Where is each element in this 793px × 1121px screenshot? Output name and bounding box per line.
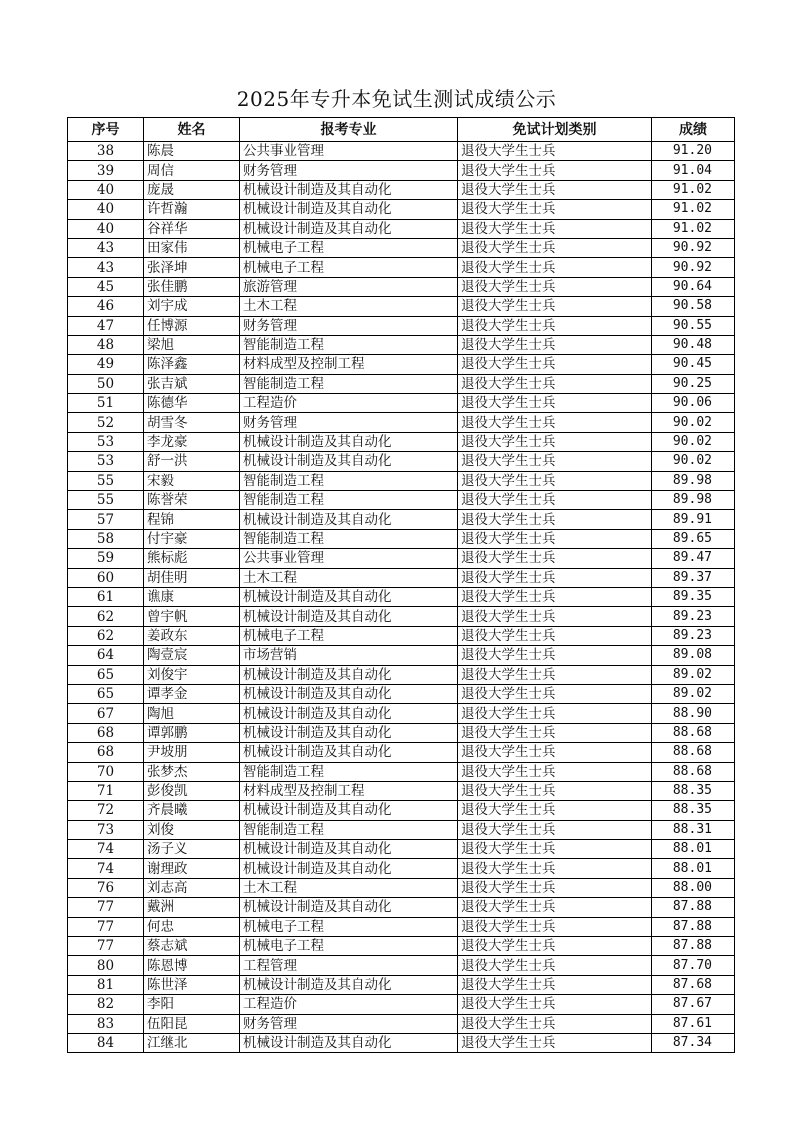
cell-score: 91.02 xyxy=(652,219,735,238)
cell-name: 彭俊凯 xyxy=(144,781,240,800)
table-row xyxy=(68,1033,735,1052)
cell-major: 土木工程 xyxy=(240,568,458,587)
cell-score: 89.08 xyxy=(652,646,735,665)
cell-type: 退役大学生士兵 xyxy=(458,781,652,800)
cell-score: 88.31 xyxy=(652,820,735,839)
cell-type: 退役大学生士兵 xyxy=(458,704,652,723)
cell-name: 许哲瀚 xyxy=(144,200,240,219)
cell-type: 退役大学生士兵 xyxy=(458,878,652,897)
cell-major: 智能制造工程 xyxy=(240,762,458,781)
cell-no: 62 xyxy=(68,607,144,626)
cell-no: 51 xyxy=(68,394,144,413)
cell-no: 58 xyxy=(68,529,144,548)
cell-score: 88.90 xyxy=(652,704,735,723)
cell-major: 土木工程 xyxy=(240,297,458,316)
cell-type: 退役大学生士兵 xyxy=(458,1014,652,1033)
cell-type: 退役大学生士兵 xyxy=(458,646,652,665)
cell-type: 退役大学生士兵 xyxy=(458,801,652,820)
cell-name: 刘志高 xyxy=(144,878,240,897)
table-row xyxy=(68,665,735,684)
cell-type: 退役大学生士兵 xyxy=(458,180,652,199)
cell-type: 退役大学生士兵 xyxy=(458,762,652,781)
cell-major: 机械设计制造及其自动化 xyxy=(240,743,458,762)
cell-no: 68 xyxy=(68,743,144,762)
cell-type: 退役大学生士兵 xyxy=(458,491,652,510)
cell-score: 90.48 xyxy=(652,335,735,354)
cell-score: 88.35 xyxy=(652,781,735,800)
cell-name: 齐晨曦 xyxy=(144,801,240,820)
table-row xyxy=(68,510,735,529)
table-row xyxy=(68,238,735,257)
cell-score: 90.06 xyxy=(652,394,735,413)
header-type: 免试计划类别 xyxy=(458,118,652,142)
cell-score: 91.20 xyxy=(652,142,735,161)
cell-name: 胡佳明 xyxy=(144,568,240,587)
cell-no: 81 xyxy=(68,975,144,994)
cell-no: 65 xyxy=(68,684,144,703)
cell-name: 付宇豪 xyxy=(144,529,240,548)
cell-no: 71 xyxy=(68,781,144,800)
header-name: 姓名 xyxy=(144,118,240,142)
cell-score: 89.23 xyxy=(652,607,735,626)
table-row xyxy=(68,374,735,393)
cell-no: 82 xyxy=(68,995,144,1014)
table-row xyxy=(68,917,735,936)
table-row xyxy=(68,626,735,645)
cell-name: 汤子义 xyxy=(144,840,240,859)
cell-name: 宋毅 xyxy=(144,471,240,490)
table-row xyxy=(68,471,735,490)
cell-major: 市场营销 xyxy=(240,646,458,665)
table-header xyxy=(68,118,735,142)
cell-major: 财务管理 xyxy=(240,413,458,432)
cell-type: 退役大学生士兵 xyxy=(458,937,652,956)
cell-no: 57 xyxy=(68,510,144,529)
cell-major: 机械设计制造及其自动化 xyxy=(240,200,458,219)
cell-major: 机械设计制造及其自动化 xyxy=(240,704,458,723)
cell-major: 机械设计制造及其自动化 xyxy=(240,898,458,917)
cell-type: 退役大学生士兵 xyxy=(458,607,652,626)
cell-name: 谭孝金 xyxy=(144,684,240,703)
cell-major: 机械电子工程 xyxy=(240,626,458,645)
cell-score: 87.88 xyxy=(652,898,735,917)
cell-score: 88.01 xyxy=(652,859,735,878)
cell-major: 机械设计制造及其自动化 xyxy=(240,432,458,451)
cell-score: 89.98 xyxy=(652,471,735,490)
cell-major: 机械设计制造及其自动化 xyxy=(240,684,458,703)
table-row xyxy=(68,801,735,820)
cell-major: 机械设计制造及其自动化 xyxy=(240,665,458,684)
header-row xyxy=(68,118,735,142)
page-title: 2025年专升本免试生测试成绩公示 xyxy=(236,87,557,111)
cell-major: 公共事业管理 xyxy=(240,142,458,161)
cell-major: 机械设计制造及其自动化 xyxy=(240,1033,458,1052)
cell-name: 张梦杰 xyxy=(144,762,240,781)
cell-no: 83 xyxy=(68,1014,144,1033)
table-row xyxy=(68,762,735,781)
cell-score: 89.47 xyxy=(652,549,735,568)
table-row xyxy=(68,781,735,800)
table-row xyxy=(68,316,735,335)
cell-name: 周信 xyxy=(144,161,240,180)
cell-type: 退役大学生士兵 xyxy=(458,956,652,975)
cell-score: 88.01 xyxy=(652,840,735,859)
cell-no: 60 xyxy=(68,568,144,587)
cell-score: 89.65 xyxy=(652,529,735,548)
cell-score: 91.04 xyxy=(652,161,735,180)
table-row xyxy=(68,297,735,316)
cell-name: 刘俊宇 xyxy=(144,665,240,684)
cell-major: 财务管理 xyxy=(240,161,458,180)
cell-name: 陈德华 xyxy=(144,394,240,413)
cell-score: 90.92 xyxy=(652,258,735,277)
cell-no: 47 xyxy=(68,316,144,335)
cell-no: 76 xyxy=(68,878,144,897)
cell-name: 胡雪冬 xyxy=(144,413,240,432)
cell-score: 90.02 xyxy=(652,413,735,432)
cell-score: 91.02 xyxy=(652,180,735,199)
cell-no: 68 xyxy=(68,723,144,742)
cell-major: 财务管理 xyxy=(240,316,458,335)
cell-name: 庞晟 xyxy=(144,180,240,199)
cell-score: 88.00 xyxy=(652,878,735,897)
cell-type: 退役大学生士兵 xyxy=(458,684,652,703)
cell-name: 陈誉荣 xyxy=(144,491,240,510)
cell-name: 姜政东 xyxy=(144,626,240,645)
table-row xyxy=(68,898,735,917)
cell-no: 84 xyxy=(68,1033,144,1052)
cell-name: 蔡志斌 xyxy=(144,937,240,956)
cell-no: 48 xyxy=(68,335,144,354)
cell-type: 退役大学生士兵 xyxy=(458,975,652,994)
cell-score: 89.23 xyxy=(652,626,735,645)
cell-name: 熊标彪 xyxy=(144,549,240,568)
cell-score: 89.35 xyxy=(652,587,735,606)
cell-major: 智能制造工程 xyxy=(240,335,458,354)
cell-no: 39 xyxy=(68,161,144,180)
cell-no: 40 xyxy=(68,180,144,199)
cell-score: 91.02 xyxy=(652,200,735,219)
cell-no: 53 xyxy=(68,452,144,471)
cell-score: 87.67 xyxy=(652,995,735,1014)
cell-type: 退役大学生士兵 xyxy=(458,258,652,277)
cell-type: 退役大学生士兵 xyxy=(458,549,652,568)
cell-score: 89.02 xyxy=(652,684,735,703)
cell-name: 谭郭鹏 xyxy=(144,723,240,742)
cell-type: 退役大学生士兵 xyxy=(458,898,652,917)
cell-score: 88.68 xyxy=(652,743,735,762)
cell-type: 退役大学生士兵 xyxy=(458,374,652,393)
cell-no: 50 xyxy=(68,374,144,393)
cell-name: 张吉斌 xyxy=(144,374,240,393)
table-body xyxy=(68,142,735,1053)
cell-no: 40 xyxy=(68,200,144,219)
table-row xyxy=(68,568,735,587)
table-row xyxy=(68,956,735,975)
cell-major: 土木工程 xyxy=(240,878,458,897)
cell-major: 机械设计制造及其自动化 xyxy=(240,587,458,606)
cell-score: 90.02 xyxy=(652,452,735,471)
table-row xyxy=(68,529,735,548)
cell-no: 45 xyxy=(68,277,144,296)
cell-no: 67 xyxy=(68,704,144,723)
cell-major: 旅游管理 xyxy=(240,277,458,296)
cell-type: 退役大学生士兵 xyxy=(458,142,652,161)
cell-name: 陈世泽 xyxy=(144,975,240,994)
cell-name: 张泽坤 xyxy=(144,258,240,277)
table-row xyxy=(68,820,735,839)
cell-major: 机械电子工程 xyxy=(240,937,458,956)
cell-major: 机械设计制造及其自动化 xyxy=(240,607,458,626)
table-row xyxy=(68,587,735,606)
table-row xyxy=(68,355,735,374)
table-row xyxy=(68,878,735,897)
cell-no: 77 xyxy=(68,898,144,917)
cell-major: 工程造价 xyxy=(240,394,458,413)
cell-name: 陈恩博 xyxy=(144,956,240,975)
cell-score: 90.02 xyxy=(652,432,735,451)
cell-name: 陈晨 xyxy=(144,142,240,161)
cell-name: 任博源 xyxy=(144,316,240,335)
cell-major: 机械电子工程 xyxy=(240,238,458,257)
table-row xyxy=(68,452,735,471)
cell-score: 88.68 xyxy=(652,762,735,781)
cell-no: 64 xyxy=(68,646,144,665)
cell-type: 退役大学生士兵 xyxy=(458,394,652,413)
cell-major: 机械电子工程 xyxy=(240,258,458,277)
cell-major: 机械设计制造及其自动化 xyxy=(240,723,458,742)
table-row xyxy=(68,142,735,161)
header-major: 报考专业 xyxy=(240,118,458,142)
cell-name: 谷祥华 xyxy=(144,219,240,238)
table-row xyxy=(68,1014,735,1033)
cell-type: 退役大学生士兵 xyxy=(458,1033,652,1052)
cell-type: 退役大学生士兵 xyxy=(458,587,652,606)
table-row xyxy=(68,219,735,238)
cell-no: 73 xyxy=(68,820,144,839)
cell-name: 梁旭 xyxy=(144,335,240,354)
cell-type: 退役大学生士兵 xyxy=(458,626,652,645)
cell-no: 74 xyxy=(68,859,144,878)
table-row xyxy=(68,859,735,878)
cell-name: 何忠 xyxy=(144,917,240,936)
table-row xyxy=(68,335,735,354)
cell-name: 曾宇帆 xyxy=(144,607,240,626)
cell-no: 52 xyxy=(68,413,144,432)
table-row xyxy=(68,646,735,665)
table-row xyxy=(68,723,735,742)
table-row xyxy=(68,840,735,859)
cell-type: 退役大学生士兵 xyxy=(458,316,652,335)
cell-score: 87.88 xyxy=(652,917,735,936)
cell-type: 退役大学生士兵 xyxy=(458,335,652,354)
cell-no: 43 xyxy=(68,258,144,277)
table-row xyxy=(68,200,735,219)
cell-type: 退役大学生士兵 xyxy=(458,471,652,490)
cell-no: 59 xyxy=(68,549,144,568)
table-row xyxy=(68,995,735,1014)
table-row xyxy=(68,704,735,723)
cell-major: 智能制造工程 xyxy=(240,491,458,510)
cell-score: 90.45 xyxy=(652,355,735,374)
cell-score: 87.70 xyxy=(652,956,735,975)
cell-major: 智能制造工程 xyxy=(240,374,458,393)
cell-major: 机械设计制造及其自动化 xyxy=(240,219,458,238)
header-no: 序号 xyxy=(68,118,144,142)
cell-major: 机械设计制造及其自动化 xyxy=(240,840,458,859)
cell-type: 退役大学生士兵 xyxy=(458,510,652,529)
cell-no: 40 xyxy=(68,219,144,238)
cell-major: 机械电子工程 xyxy=(240,917,458,936)
cell-type: 退役大学生士兵 xyxy=(458,432,652,451)
cell-major: 机械设计制造及其自动化 xyxy=(240,975,458,994)
cell-type: 退役大学生士兵 xyxy=(458,277,652,296)
cell-major: 智能制造工程 xyxy=(240,529,458,548)
header-score: 成绩 xyxy=(652,118,735,142)
cell-no: 77 xyxy=(68,917,144,936)
cell-major: 机械设计制造及其自动化 xyxy=(240,801,458,820)
cell-score: 87.61 xyxy=(652,1014,735,1033)
table-row xyxy=(68,937,735,956)
cell-name: 李阳 xyxy=(144,995,240,1014)
cell-no: 43 xyxy=(68,238,144,257)
cell-no: 55 xyxy=(68,491,144,510)
cell-name: 陈泽鑫 xyxy=(144,355,240,374)
cell-name: 李龙豪 xyxy=(144,432,240,451)
cell-name: 江继北 xyxy=(144,1033,240,1052)
cell-name: 谢理政 xyxy=(144,859,240,878)
cell-major: 机械设计制造及其自动化 xyxy=(240,510,458,529)
table-row xyxy=(68,432,735,451)
table-row xyxy=(68,975,735,994)
cell-no: 46 xyxy=(68,297,144,316)
table-row xyxy=(68,743,735,762)
cell-type: 退役大学生士兵 xyxy=(458,355,652,374)
cell-major: 智能制造工程 xyxy=(240,820,458,839)
cell-name: 谯康 xyxy=(144,587,240,606)
cell-major: 智能制造工程 xyxy=(240,471,458,490)
cell-major: 工程造价 xyxy=(240,995,458,1014)
cell-no: 53 xyxy=(68,432,144,451)
cell-major: 公共事业管理 xyxy=(240,549,458,568)
table-row xyxy=(68,491,735,510)
cell-type: 退役大学生士兵 xyxy=(458,238,652,257)
cell-score: 87.68 xyxy=(652,975,735,994)
cell-score: 90.92 xyxy=(652,238,735,257)
cell-type: 退役大学生士兵 xyxy=(458,840,652,859)
cell-type: 退役大学生士兵 xyxy=(458,723,652,742)
cell-type: 退役大学生士兵 xyxy=(458,568,652,587)
cell-no: 70 xyxy=(68,762,144,781)
cell-no: 38 xyxy=(68,142,144,161)
cell-no: 62 xyxy=(68,626,144,645)
cell-score: 89.37 xyxy=(652,568,735,587)
table-row xyxy=(68,277,735,296)
cell-score: 89.91 xyxy=(652,510,735,529)
cell-name: 伍阳昆 xyxy=(144,1014,240,1033)
cell-no: 61 xyxy=(68,587,144,606)
table-row xyxy=(68,394,735,413)
cell-name: 刘俊 xyxy=(144,820,240,839)
cell-name: 刘宇成 xyxy=(144,297,240,316)
table-row xyxy=(68,180,735,199)
table-row xyxy=(68,549,735,568)
cell-no: 55 xyxy=(68,471,144,490)
cell-type: 退役大学生士兵 xyxy=(458,297,652,316)
cell-name: 陶旭 xyxy=(144,704,240,723)
table-row xyxy=(68,258,735,277)
cell-type: 退役大学生士兵 xyxy=(458,859,652,878)
cell-no: 49 xyxy=(68,355,144,374)
table-row xyxy=(68,413,735,432)
cell-no: 74 xyxy=(68,840,144,859)
cell-no: 80 xyxy=(68,956,144,975)
cell-type: 退役大学生士兵 xyxy=(458,820,652,839)
cell-type: 退役大学生士兵 xyxy=(458,917,652,936)
cell-type: 退役大学生士兵 xyxy=(458,219,652,238)
cell-no: 77 xyxy=(68,937,144,956)
cell-score: 87.34 xyxy=(652,1033,735,1052)
cell-type: 退役大学生士兵 xyxy=(458,665,652,684)
cell-major: 机械设计制造及其自动化 xyxy=(240,452,458,471)
table-row xyxy=(68,684,735,703)
cell-no: 72 xyxy=(68,801,144,820)
cell-score: 90.64 xyxy=(652,277,735,296)
cell-score: 88.68 xyxy=(652,723,735,742)
cell-major: 材料成型及控制工程 xyxy=(240,355,458,374)
cell-score: 88.35 xyxy=(652,801,735,820)
cell-score: 89.02 xyxy=(652,665,735,684)
score-table xyxy=(67,117,735,1053)
cell-name: 尹坡朋 xyxy=(144,743,240,762)
cell-major: 机械设计制造及其自动化 xyxy=(240,859,458,878)
cell-major: 机械设计制造及其自动化 xyxy=(240,180,458,199)
cell-name: 田家伟 xyxy=(144,238,240,257)
cell-type: 退役大学生士兵 xyxy=(458,413,652,432)
cell-name: 张佳鹏 xyxy=(144,277,240,296)
cell-type: 退役大学生士兵 xyxy=(458,200,652,219)
cell-type: 退役大学生士兵 xyxy=(458,529,652,548)
cell-name: 舒一洪 xyxy=(144,452,240,471)
cell-type: 退役大学生士兵 xyxy=(458,161,652,180)
cell-type: 退役大学生士兵 xyxy=(458,452,652,471)
cell-name: 陶壹宸 xyxy=(144,646,240,665)
cell-score: 87.88 xyxy=(652,937,735,956)
cell-type: 退役大学生士兵 xyxy=(458,995,652,1014)
cell-major: 材料成型及控制工程 xyxy=(240,781,458,800)
cell-score: 90.58 xyxy=(652,297,735,316)
cell-name: 程锦 xyxy=(144,510,240,529)
table-row xyxy=(68,161,735,180)
cell-score: 89.98 xyxy=(652,491,735,510)
cell-major: 工程管理 xyxy=(240,956,458,975)
cell-no: 65 xyxy=(68,665,144,684)
cell-name: 戴洲 xyxy=(144,898,240,917)
cell-score: 90.25 xyxy=(652,374,735,393)
table-row xyxy=(68,607,735,626)
cell-score: 90.55 xyxy=(652,316,735,335)
cell-major: 财务管理 xyxy=(240,1014,458,1033)
cell-type: 退役大学生士兵 xyxy=(458,743,652,762)
